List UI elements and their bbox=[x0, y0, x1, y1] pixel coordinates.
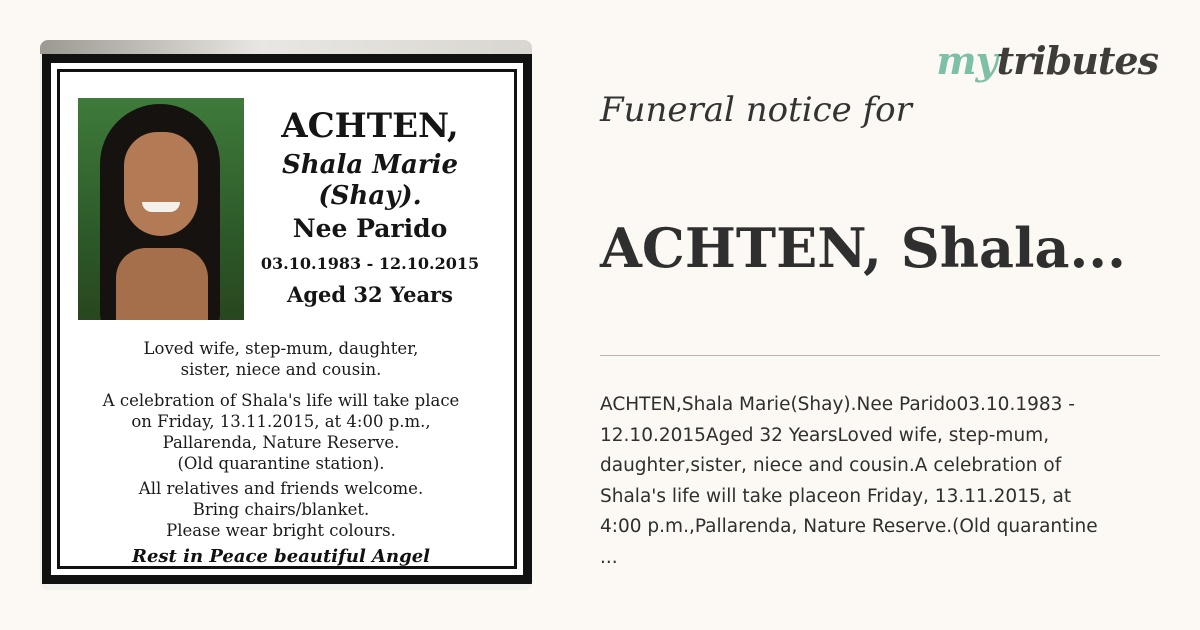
notice-closing: Rest in Peace beautiful Angel bbox=[132, 546, 430, 567]
notice-inner-border bbox=[57, 69, 517, 569]
excerpt-line: Shala's life will take placeon Friday, 13.11.2015, at bbox=[600, 485, 1072, 507]
mytributes-logo[interactable] bbox=[936, 38, 1158, 83]
notice-guests-paragraph bbox=[66, 478, 496, 541]
page-subtitle: Funeral notice for bbox=[600, 90, 912, 130]
notice-nickname: (Shay). bbox=[318, 181, 422, 211]
notice-line: All relatives and friends welcome. bbox=[138, 479, 424, 498]
logo-part-my: my bbox=[936, 38, 997, 83]
notice-line: Please wear bright colours. bbox=[166, 521, 396, 540]
excerpt-line: 4:00 p.m.,Pallarenda, Nature Reserve.(Old quarantine bbox=[600, 516, 1098, 537]
divider bbox=[600, 355, 1160, 356]
excerpt-line: ACHTEN,Shala Marie(Shay).Nee Parido03.10.1983 - bbox=[600, 394, 1075, 415]
notice-line: (Old quarantine station). bbox=[177, 454, 385, 473]
notice-excerpt bbox=[600, 390, 1160, 573]
funeral-notice-card[interactable] bbox=[40, 40, 532, 590]
notice-given-names: Shala Marie bbox=[281, 150, 459, 180]
notice-dates: 03.10.1983 - 12.10.2015 bbox=[260, 254, 480, 273]
notice-line: on Friday, 13.11.2015, at 4:00 p.m., bbox=[131, 412, 431, 431]
excerpt-line: 12.10.2015Aged 32 YearsLoved wife, step-mum, bbox=[600, 424, 1050, 446]
notice-outer-border bbox=[42, 54, 532, 584]
notice-line: A celebration of Shala's life will take place bbox=[102, 391, 460, 410]
notice-line: Bring chairs/blanket. bbox=[192, 500, 370, 519]
page-title: ACHTEN, Shala... bbox=[600, 216, 1126, 280]
notice-line: Pallarenda, Nature Reserve. bbox=[162, 433, 400, 452]
notice-surname: ACHTEN, bbox=[281, 106, 459, 146]
notice-line: Loved wife, step-mum, daughter, bbox=[143, 339, 419, 358]
card-top-shade bbox=[40, 40, 532, 54]
notice-maiden-name: Nee Parido bbox=[292, 214, 448, 243]
excerpt-line: ... bbox=[600, 546, 618, 568]
logo-part-tributes: tributes bbox=[996, 38, 1158, 83]
notice-family-paragraph bbox=[66, 338, 496, 380]
notice-age: Aged 32 Years bbox=[287, 282, 453, 307]
notice-line: sister, niece and cousin. bbox=[180, 360, 382, 379]
excerpt-line: daughter,sister, niece and cousin.A celebration of bbox=[600, 455, 1062, 476]
portrait-photo bbox=[78, 98, 244, 320]
notice-service-paragraph bbox=[66, 390, 496, 474]
